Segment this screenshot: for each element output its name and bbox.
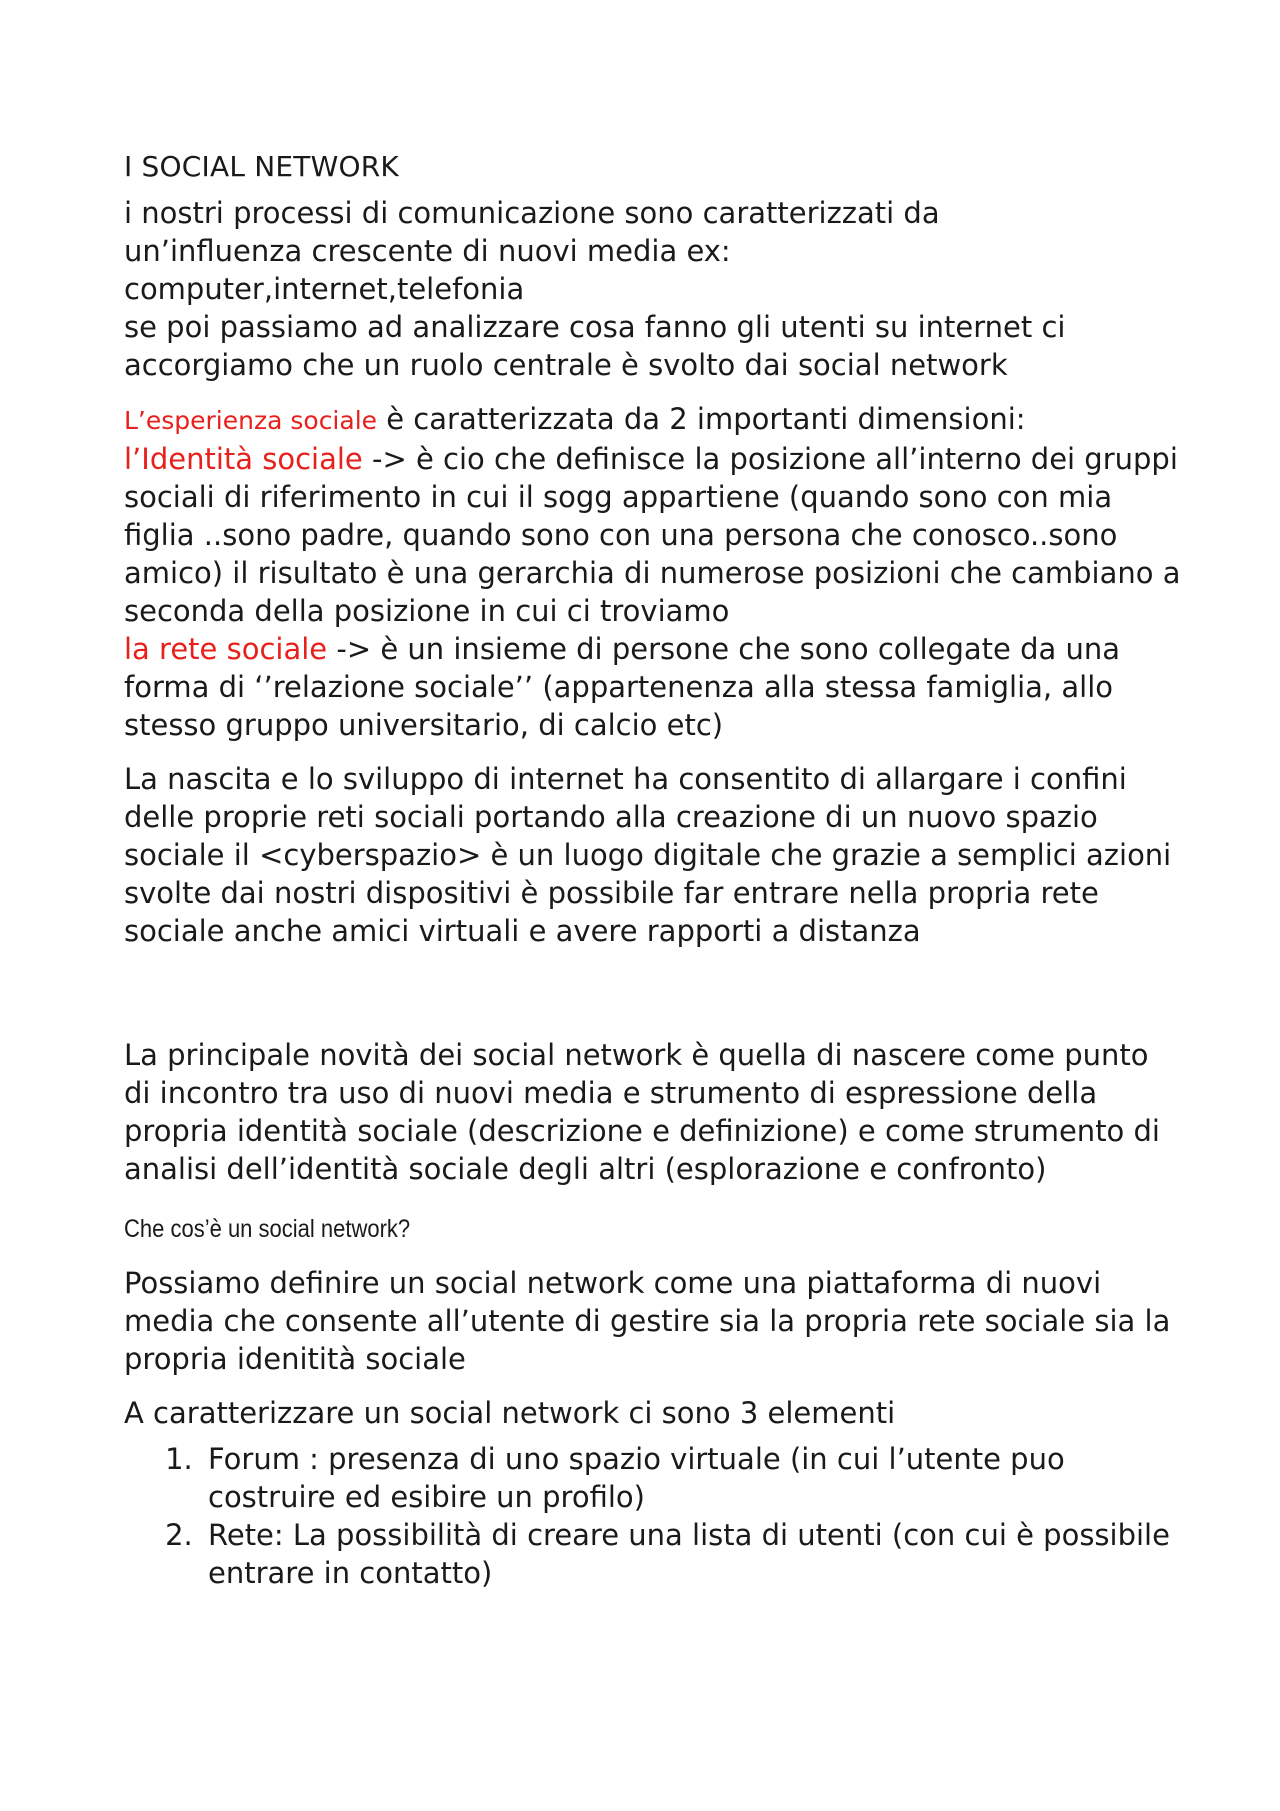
network-definition-text: -> è un insieme di persone che sono collegate da una forma di ‘’relazione sociale’’ (appartenenza alla stessa famiglia, allo stesso gruppo universitario, di calcio etc) (124, 632, 1121, 742)
term-esperienza-sociale: L’esperienza sociale (124, 406, 378, 435)
list-item: 1. Forum : presenza di uno spazio virtuale (in cui l’utente puo costruire ed esibire un profilo) (202, 1440, 1184, 1516)
spacer (124, 966, 1184, 1036)
social-experience-lead (124, 400, 1184, 440)
list-item: 2. Rete: La possibilità di creare una lista di utenti (con cui è possibile entrare in contatto) (202, 1516, 1184, 1592)
social-experience-lead-text: è caratterizzata da 2 importanti dimensioni: (377, 402, 1026, 436)
intro-line-4: se poi passiamo ad analizzare cosa fanno gli utenti su internet ci accorgiamo che un ruolo centrale è svolto dai social network (124, 310, 1066, 382)
intro-line-2: un’influenza crescente di nuovi media ex: (124, 234, 731, 268)
term-identita-sociale: l’Identità sociale (124, 442, 363, 476)
paragraph-social-experience (124, 400, 1184, 744)
paragraph-elements: A caratterizzare un social network ci sono 3 elementi (124, 1396, 896, 1430)
paragraph-definition: Possiamo definire un social network come una piattaforma di nuovi media che consente all’utente di gestire sia la propria rete sociale sia la propria idenitità sociale (124, 1266, 1171, 1376)
paragraph-internet: La nascita e lo sviluppo di internet ha consentito di allargare i confini delle proprie reti sociali portando alla creazione di un nuovo spazio sociale il <cyberspazio> è un luogo digitale che grazie a semplici azioni svolte dai nostri dispositivi è possibile far entrare nella propria rete sociale anche amici virtuali e avere rapporti a distanza (124, 762, 1172, 948)
document-title: I SOCIAL NETWORK (124, 150, 399, 183)
subheading: Che cos’è un social network? (124, 1215, 411, 1243)
document-page (124, 150, 1184, 1592)
intro-line-1: i nostri processi di comunicazione sono caratterizzati da (124, 196, 940, 230)
elements-list (124, 1440, 1184, 1592)
identity-definition (124, 440, 1184, 630)
paragraph-intro (124, 194, 1184, 384)
intro-line-3: computer,internet,telefonia (124, 272, 525, 306)
term-rete-sociale: la rete sociale (124, 632, 328, 666)
paragraph-novelty: La principale novità dei social network è quella di nascere come punto di incontro tra uso di nuovi media e strumento di espressione della propria identità sociale (descrizione e definizione) e come strumento di analisi dell’identità sociale degli altri (esplorazione e confronto) (124, 1038, 1160, 1186)
identity-definition-text: -> è cio che definisce la posizione all’interno dei gruppi sociali di riferimento in cui il sogg appartiene (quando sono con mia figlia ..sono padre, quando sono con una persona che conosco..sono amico) il risultato è una gerarchia di numerose posizioni che cambiano a seconda della posizione in cui ci troviamo (124, 442, 1181, 628)
network-definition (124, 630, 1184, 744)
